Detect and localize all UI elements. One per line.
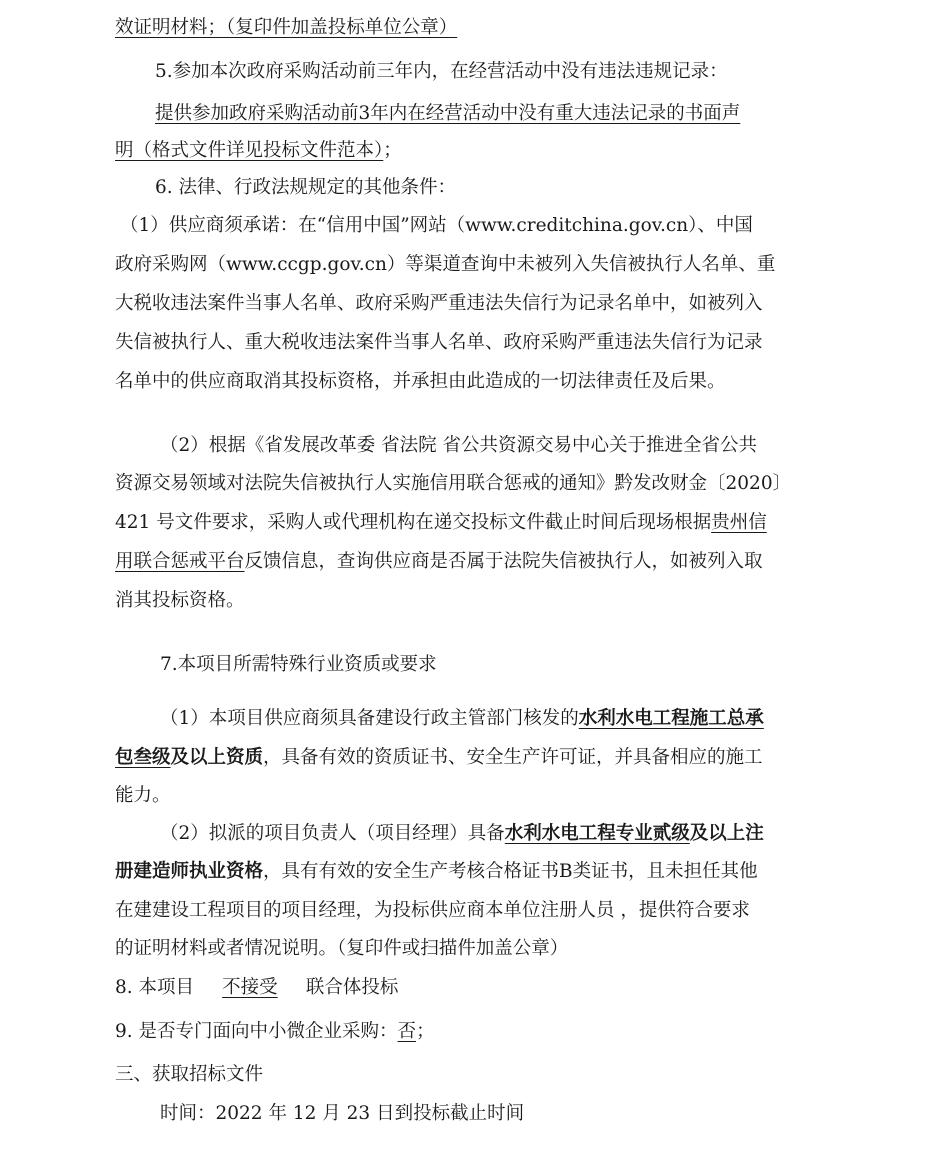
text-line-23: 的证明材料或者情况说明。（复印件或扫描件加盖公章）	[115, 938, 569, 959]
text-line-7: 政府采购网（www.ccgp.gov.cn）等渠道查询中未被列入失信被执行人名单、重	[115, 254, 776, 275]
section-heading-7: 7.本项目所需特殊行业资质或要求	[160, 654, 437, 675]
text-line-4: 明（格式文件详见投标文件范本）；	[115, 140, 402, 161]
text-line-14: 用联合惩戒平台反馈信息，查询供应商是否属于法院失信被执行人，如被列入取	[115, 551, 763, 572]
text-line-6: （1）供应商须承诺：在“信用中国”网站（www.creditchina.gov.cn）、中国	[120, 215, 753, 236]
section-heading-3: 三、获取招标文件	[115, 1064, 264, 1085]
text-line-5: 6. 法律、行政法规规定的其他条件：	[155, 177, 457, 198]
text-line-8: 大税收违法案件当事人名单、政府采购严重违法失信行为记录名单中，如被列入	[115, 293, 763, 314]
text-line-19: 能力。	[115, 785, 171, 806]
text-line-22: 在建建设工程项目的项目经理，为投标供应商本单位注册人员 ，提供符合要求	[115, 900, 750, 921]
sme-value: 否	[397, 1021, 417, 1042]
text-line-27: 时间：2022 年 12 月 23 日到投标截止时间	[160, 1103, 525, 1124]
text-line-11: （2）根据《省发展改革委 省法院 省公共资源交易中心关于推进全省公共	[160, 435, 758, 456]
text-line-10: 名单中的供应商取消其投标资格，并承担由此造成的一切法律责任及后果。	[115, 371, 726, 392]
text-line-15: 消其投标资格。	[115, 590, 245, 611]
text-line-18: 包叁级及以上资质，具备有效的资质证书、安全生产许可证，并具备相应的施工	[115, 747, 763, 768]
text-line-12: 资源交易领域对法院失信被执行人实施信用联合惩戒的通知》黔发改财金〔2020〕	[115, 473, 792, 494]
text-line-9: 失信被执行人、重大税收违法案件当事人名单、政府采购严重违法失信行为记录	[115, 332, 763, 353]
text-line-24: 8. 本项目 不接受 联合体投标	[115, 974, 398, 1002]
text-line-1: 效证明材料；（复印件加盖投标单位公章）	[115, 17, 458, 38]
joint-bid-value: 不接受	[222, 977, 278, 998]
text-line-13: 421 号文件要求，采购人或代理机构在递交投标文件截止时间后现场根据贵州信	[115, 512, 767, 533]
text-line-20: （2）拟派的项目负责人（项目经理）具备水利水电工程专业贰级及以上注	[160, 823, 764, 844]
text-line-2: 5.参加本次政府采购活动前三年内，在经营活动中没有违法违规记录：	[155, 61, 728, 82]
text-line-17: （1）本项目供应商须具备建设行政主管部门核发的水利水电工程施工总承	[160, 708, 764, 729]
text-line-21: 册建造师执业资格，具有有效的安全生产考核合格证书B类证书，且未担任其他	[115, 861, 758, 882]
text-line-3: 提供参加政府采购活动前3年内在经营活动中没有重大违法记录的书面声	[155, 103, 741, 124]
text-line-25: 9. 是否专门面向中小微企业采购：否；	[115, 1021, 435, 1042]
